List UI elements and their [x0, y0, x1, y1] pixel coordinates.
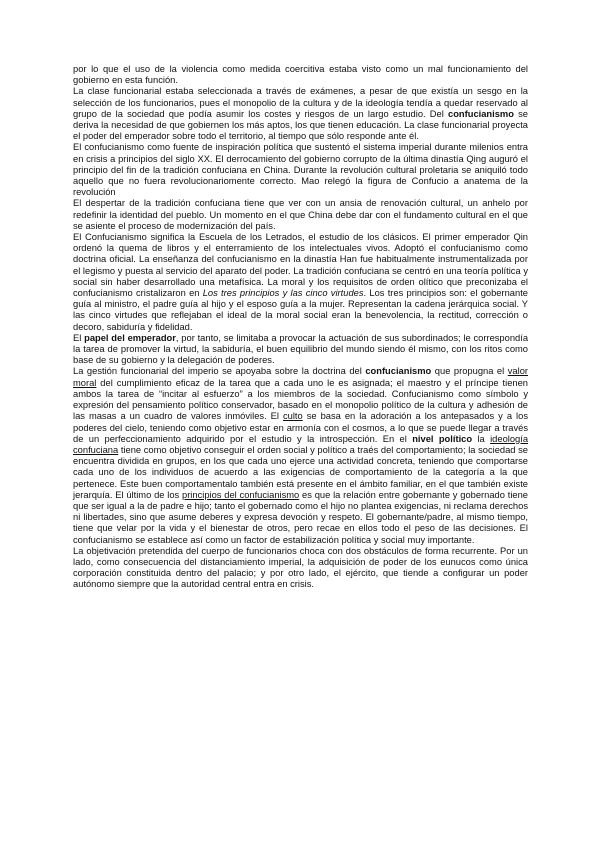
paragraph-text: , por tanto, se limitaba a provocar la actuación de sus subordinados; le correspondía la tarea de promover la virtud, la sabiduría, el buen equilibrio del mundo siendo él mismo, con los ritos como base de su gobierno y la delegación de poderes.	[73, 332, 529, 366]
paragraph-text: La clase funcionarial estaba seleccionada a través de exámenes, a pesar de que existía un sesgo en la selección de los funcionarios, pues el monopolio de la cultura y de la ideología tendía a quedar reservado al grupo de la sociedad que podía asumir los costes y riesgos de un largo estudio. Del	[73, 86, 528, 119]
paragraph-officials	[73, 86, 528, 142]
paragraph-text: El despertar de la tradición confuciana tiene que ver con un ansia de renovación cultural, un anhelo por redefinir la identidad del pueblo. Un momento en el que China debe dar con el fundamento cultural en el que se asiente el proceso de modernización del país.	[73, 198, 528, 231]
underlined-term: principios del confucianismo	[182, 489, 300, 500]
italic-title: Los tres principios y las cinco virtudes	[202, 288, 364, 299]
underlined-term: ideología confuciana	[73, 433, 529, 455]
bold-term: confucianismo	[448, 108, 514, 119]
paragraph-awakening	[73, 198, 528, 232]
bold-term: confucianismo	[365, 366, 432, 377]
paragraph-obstacles	[73, 546, 528, 591]
paragraph-text: del cumplimiento eficaz de la tarea que a cada uno le es asignada; el maestro y el príncipe tienen ambos la tarea de “incitar al esfuerzo” a los miembros de la sociedad. Confucianismo como símbolo y expresión del pensamiento político conservador, basado en el monopolio político de la cultura y adhesión de las masas a un cuadro de valores inmóviles. El	[73, 377, 528, 422]
paragraph-school-of-letters	[73, 232, 528, 333]
underlined-term: valor moral	[73, 366, 529, 388]
paragraph-text: la	[472, 433, 491, 444]
bold-term: nivel político	[412, 433, 473, 444]
paragraph-text: se basa en la adoración a los antepasados y a los poderes del cielo, teniendo como objetivo estar en armonía con el cosmos, a lo que se puede llegar a través de un perfeccionamiento adquirido por el estudio y la introspección. En el	[73, 411, 528, 444]
paragraph-text: por lo que el uso de la violencia como medida coercitiva estaba visto como un mal funcionamiento del gobierno en esta función.	[73, 64, 528, 86]
paragraph-text: La objetivación pretendida del cuerpo de funcionarios choca con dos obstáculos de forma recurrente. Por un lado, como consecuencia del distanciamiento imperial, la adquisición de poder de los eunucos como única corporación constituida dentro del palacio; y por otro lado, el ejército, que tiende a configurar un poder autónomo siempre que la autoridad central entra en crisis.	[73, 545, 528, 590]
bold-term: papel del emperador	[84, 332, 176, 343]
underlined-term: culto	[282, 411, 303, 422]
paragraph-text: se deriva la necesidad de que gobiernen los más aptos, los que tienen educación. La clase funcionarial proyecta el poder del emperador sobre todo el territorio, al tiempo que sólo responde ante él.	[73, 108, 529, 142]
paragraph-text: tiene como objetivo conseguir el orden social y político a traés del comportamiento; la sociedad se encuentra dividida en grupos, en los que cada uno ejerce una actividad concreta, teniendo que comportarse cada uno de los individuos de acuerdo a las exigencias de comportamiento de la categoría a la que pertenece. Este buen comportamentalo también está presente en el ámbito familiar, en el que también existe jerarquía. El último de los	[73, 444, 528, 500]
paragraph-violence	[73, 64, 528, 86]
paragraph-text: que propugna el	[431, 366, 508, 377]
paragraph-text: El Confucianismo significa la Escuela de los Letrados, el estudio de los clásicos. El primer emperador Qin ordenó la quema de libros y el enterramiento de los intelectuales vivos. Adoptó el confucianismo como doctrina oficial. La enseñanza del confucianismo en la dinastía Han fue habitualmente instrumentalizada por el legismo y puesta al servicio del aparato del poder. La tradición confuciana se centró en una teoría política y social sin haber desarrollado una metafísica. La moral y los requisitos de orden olítico que preconizaba el confucianismo cristalizaron en	[73, 232, 528, 299]
paragraph-text: El confucianismo como fuente de inspiración política que sustentó el sistema imperial durante milenios entra en crisis a principios del siglo XX. El derrocamiento del gobierno corrupto de la última dinastía Qing auguró el principio del fin de la tradición confuciana en China. Durante la revolución cultural proletaria se aniquiló todo aquello que no fuera revolucionariomente correcto. Mao relegó la figura de Confucio a anatema de la revolución	[73, 142, 528, 198]
paragraph-text: . Los tres principios son: el gobernante guía al ministro, el padre guía al hijo y el esposo guía a la mujer. Representan la cadena jerárquica social. Y las cinco virtudes que reflejaban el ideal de la moral social eran la benevolencia, la rectitud, corrección o decoro, sabiduría y fidelidad.	[73, 288, 528, 332]
paragraph-crisis	[73, 142, 528, 198]
paragraph-text: La gestión funcionarial del imperio se apoyaba sobre la doctrina del	[73, 366, 366, 377]
paragraph-administration	[73, 366, 528, 545]
paragraph-text: es que la relación entre gobernante y gobernado tiene que ser igual a la de padre e hijo; tanto el gobernado como el hijo no plantea exigencias, ni reclama derechos ni libertades, sino que asume deberes y expresa devoción y respeto. El gobernante/padre, al mismo tiempo, tiene que velar por la vida y el bienestar de otros, pero recae en ellos todo el peso de las decisiones. El confucianismo se establece así como un factor de estabilización política y social muy importante.	[73, 489, 529, 545]
paragraph-text: El	[73, 332, 85, 343]
paragraph-emperor-role	[73, 333, 528, 367]
document-page	[73, 64, 528, 591]
